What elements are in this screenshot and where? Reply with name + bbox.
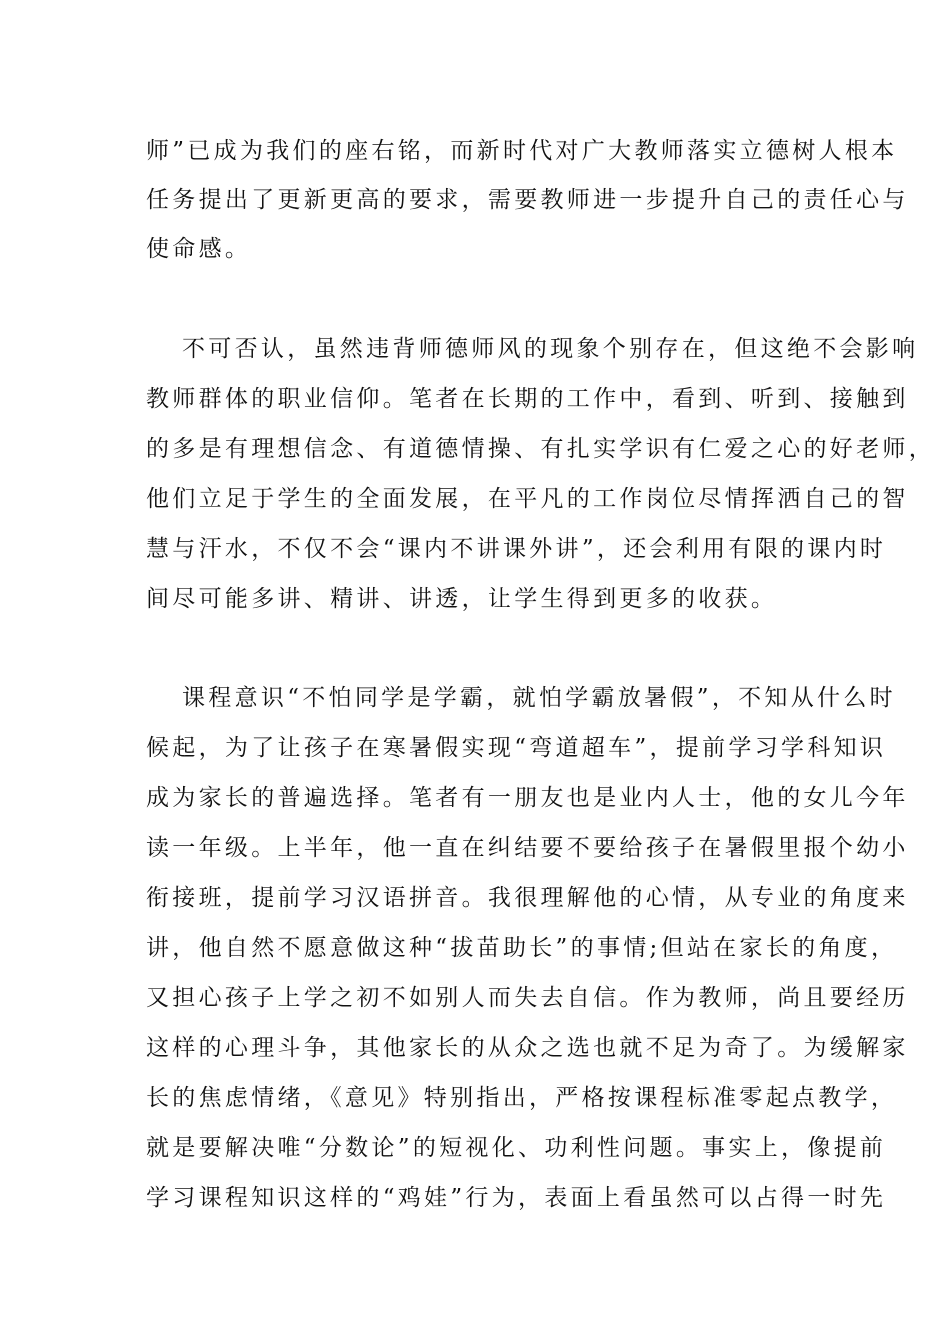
paragraph-1-line-2: 任务提出了更新更高的要求，需要教师进一步提升自己的责任心与: [146, 187, 909, 213]
paragraph-2-line-6: 间尽可能多讲、精讲、讲透，让学生得到更多的收获。: [146, 586, 778, 612]
paragraph-1-line-3: 使命感。: [146, 236, 252, 262]
paragraph-3-line-1: 课程意识“不怕同学是学霸，就怕学霸放暑假”，不知从什么时: [182, 685, 896, 711]
paragraph-2-line-1: 不可否认，虽然违背师德师风的现象个别存在，但这绝不会影响: [182, 336, 919, 362]
paragraph-3-line-2: 候起，为了让孩子在寒暑假实现“弯道超车”，提前学习学科知识: [146, 735, 887, 761]
paragraph-3-line-3: 成为家长的普遍选择。笔者有一朋友也是业内人士，他的女儿今年: [146, 785, 909, 811]
paragraph-3-line-10: 就是要解决唯“分数论”的短视化、功利性问题。事实上，像提前: [146, 1135, 887, 1161]
paragraph-2-line-5: 慧与汗水，不仅不会“课内不讲课外讲”，还会利用有限的课内时: [146, 536, 887, 562]
paragraph-3-line-11: 学习课程知识这样的“鸡娃”行为，表面上看虽然可以占得一时先: [146, 1185, 887, 1211]
paragraph-2-line-3: 的多是有理想信念、有道德情操、有扎实学识有仁爱之心的好老师，: [146, 436, 935, 462]
paragraph-3-line-9: 长的焦虑情绪，《意见》特别指出，严格按课程标准零起点教学，: [146, 1085, 898, 1111]
paragraph-3-line-4: 读一年级。上半年，他一直在纠结要不要给孩子在暑假里报个幼小: [146, 835, 909, 861]
paragraph-3-line-8: 这样的心理斗争，其他家长的从众之选也就不足为奇了。为缓解家: [146, 1035, 909, 1061]
paragraph-1-line-1: 师”已成为我们的座右铭，而新时代对广大教师落实立德树人根本: [146, 138, 898, 164]
paragraph-3-line-6: 讲，他自然不愿意做这种“拔苗助长”的事情;但站在家长的角度，: [146, 935, 898, 961]
paragraph-3-line-7: 又担心孩子上学之初不如别人而失去自信。作为教师，尚且要经历: [146, 985, 909, 1011]
paragraph-2-line-2: 教师群体的职业信仰。笔者在长期的工作中，看到、听到、接触到: [146, 386, 909, 412]
paragraph-3-line-5: 衔接班，提前学习汉语拼音。我很理解他的心情，从专业的角度来: [146, 885, 909, 911]
paragraph-2-line-4: 他们立足于学生的全面发展，在平凡的工作岗位尽情挥洒自己的智: [146, 486, 909, 512]
